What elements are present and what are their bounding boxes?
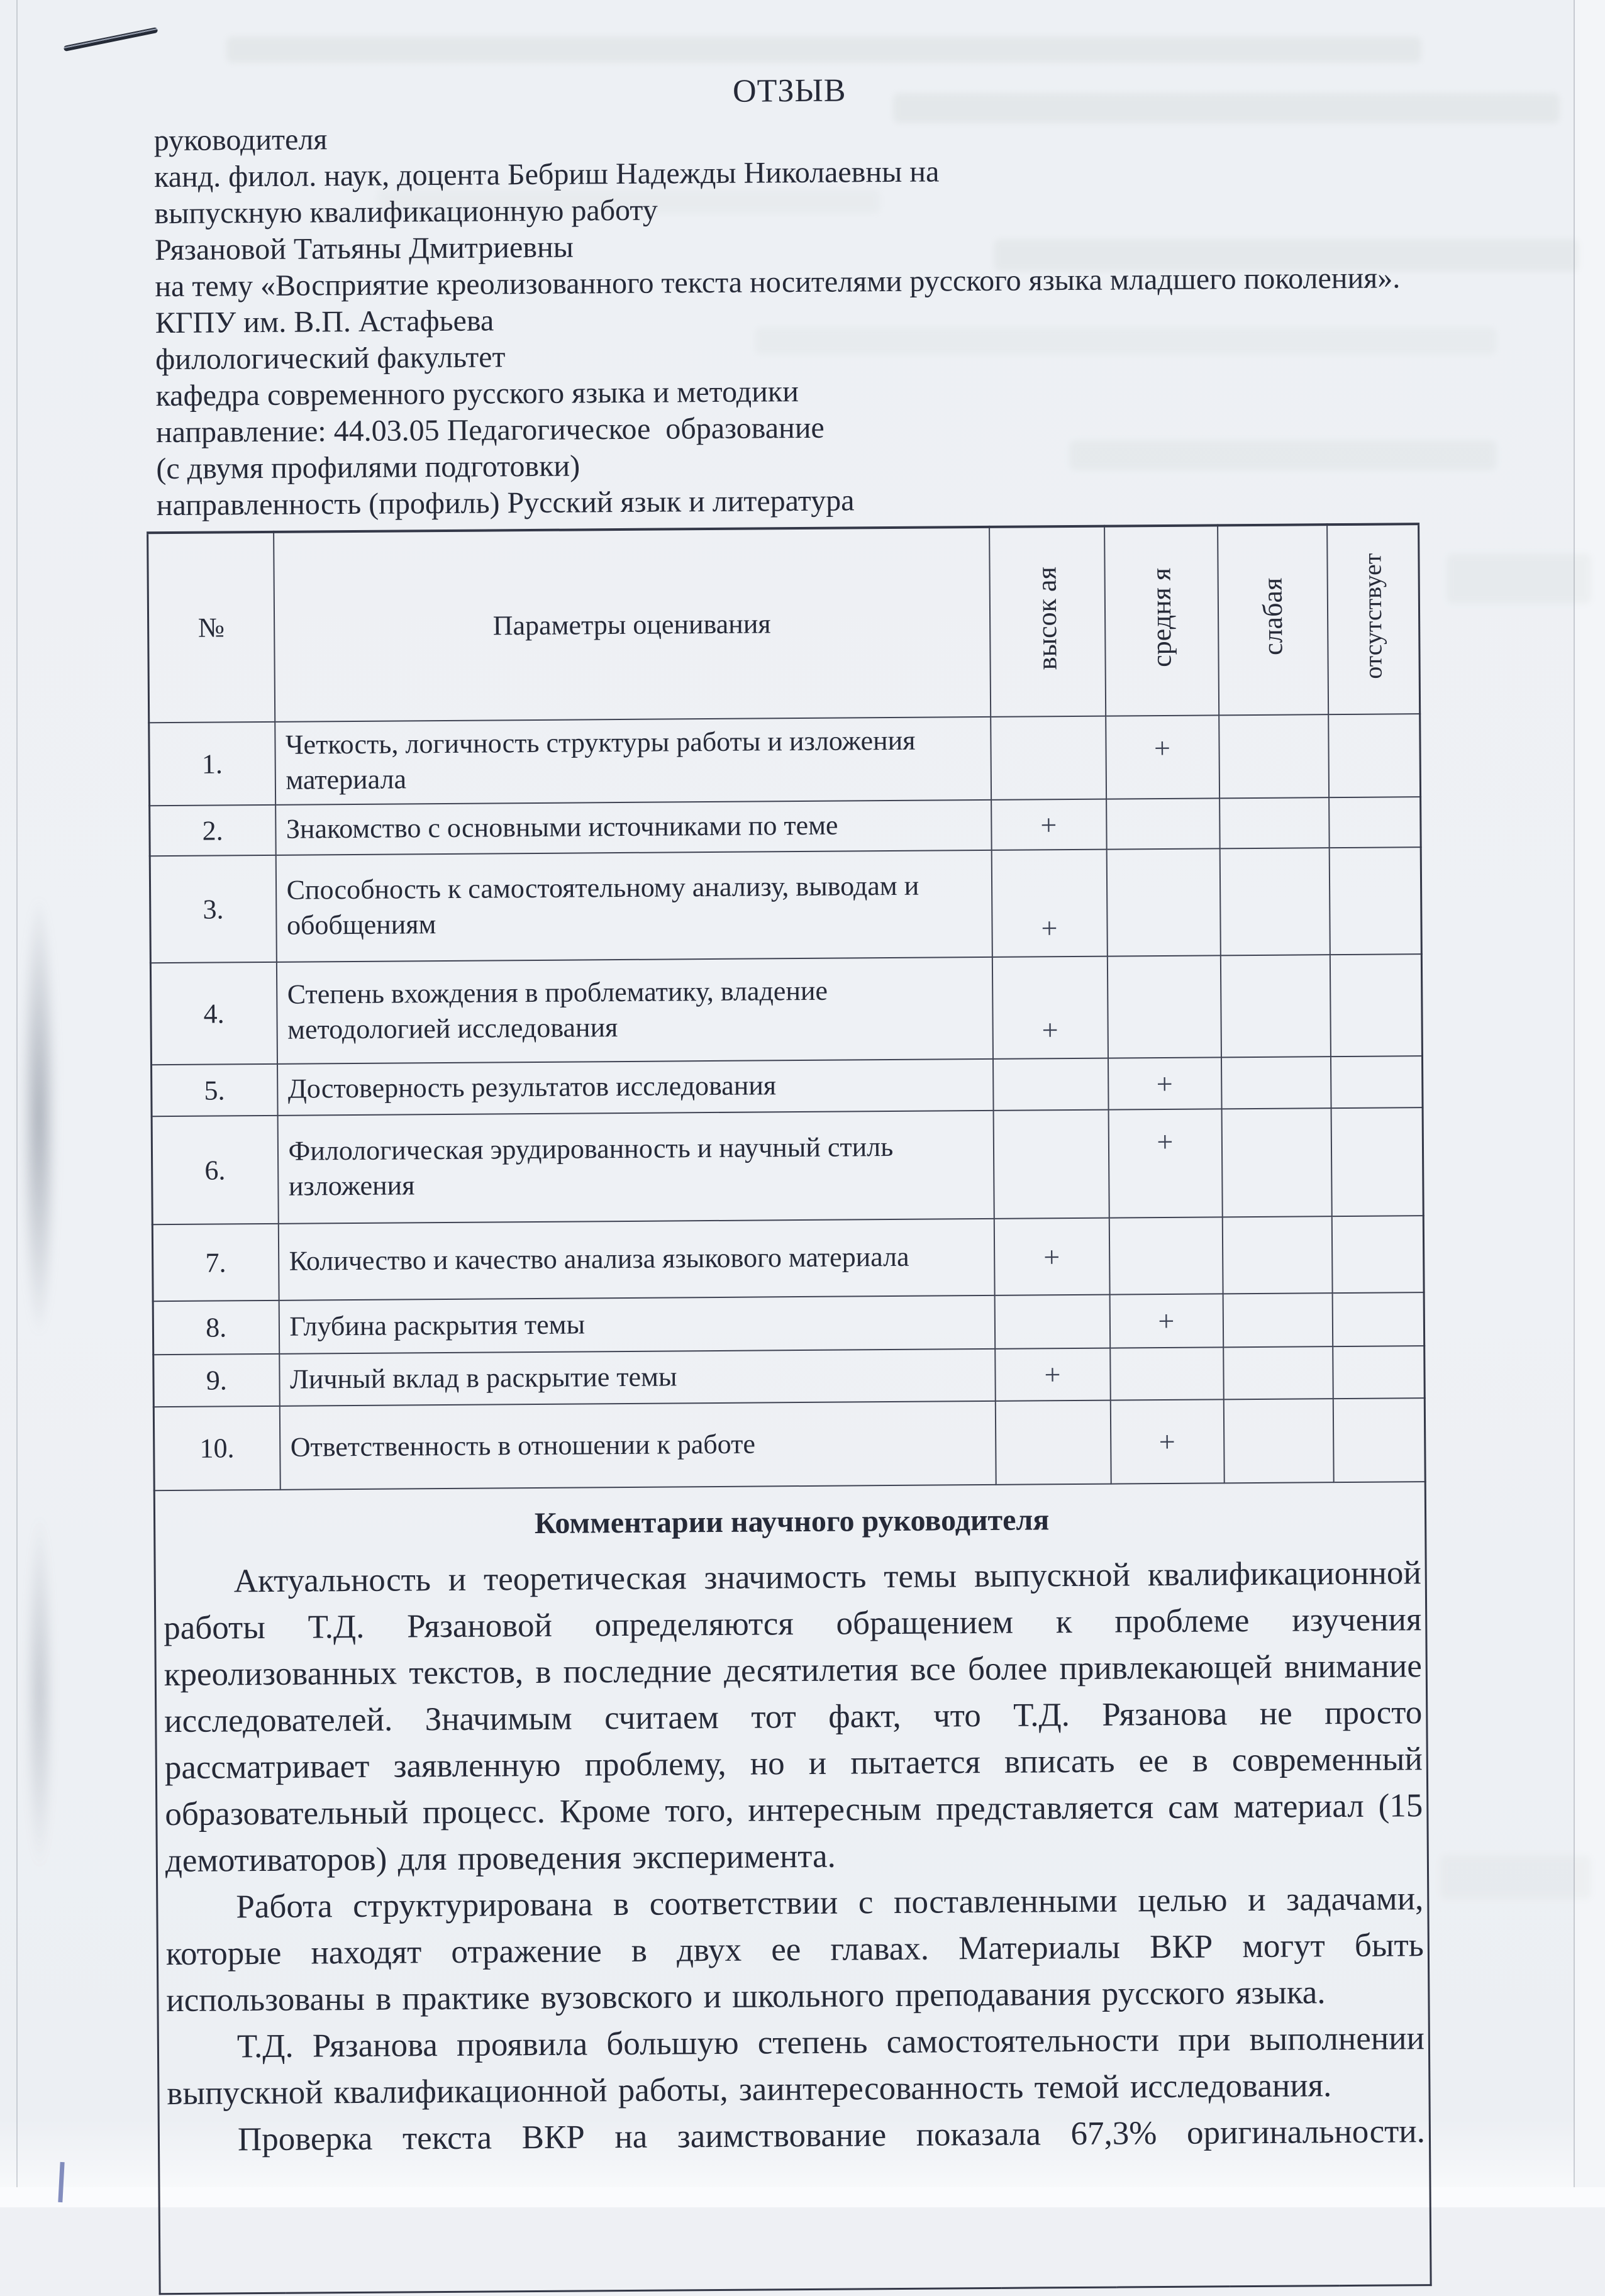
header-line: направление: 44.03.05 Педагогическое образование	[155, 411, 825, 450]
table-row	[150, 954, 1422, 1065]
mark-cell	[991, 716, 1106, 800]
row-number: 1.	[149, 722, 275, 806]
rotated-label: высок ая	[1031, 567, 1063, 670]
column-header-absent	[1327, 524, 1420, 714]
mark-cell	[1106, 848, 1220, 956]
column-header-parameters: Параметры оценивания	[274, 527, 991, 722]
row-number: 2.	[150, 805, 276, 856]
comment-paragraph: Т.Д. Рязанова проявила большую степень самостоятельности при выполнении выпускной квалификационной работы, заинтересованность темой исследования.	[167, 2020, 1425, 2112]
mark-cell	[1107, 955, 1221, 1058]
mark-cell	[1330, 954, 1422, 1056]
rotated-label: средня я	[1145, 567, 1177, 668]
comment-paragraph: Актуальность и теоретическая значимость темы выпускной квалификационной работы Т.Д. Рязановой определяются обращением к проблеме изучения креолизованных текстов, в последние десятилетия все более привлекающей внимание исследователей. Значимым считаем тот факт, что Т.Д. Рязанова не просто рассматривает заявленную проблему, но и пытается вписать ее в современный образовательный процесс. Кроме того, интересным представляется сам материал (15 демотиваторов) для проведения эксперимента.	[164, 1555, 1423, 1880]
table-row	[153, 1346, 1425, 1407]
mark-cell	[1219, 848, 1330, 955]
scan-smudge	[21, 899, 57, 1333]
table-row	[152, 1056, 1423, 1116]
mark-cell	[1223, 1346, 1333, 1399]
mark-cell: +	[991, 799, 1107, 850]
mark-cell	[995, 1400, 1111, 1485]
pen-mark	[64, 27, 158, 52]
mark-cell: +	[995, 1348, 1111, 1401]
mark-cell	[1328, 714, 1421, 797]
mark-cell	[1329, 797, 1421, 848]
mark-cell	[1110, 1347, 1224, 1400]
column-header-number: №	[148, 532, 275, 723]
header-line: кафедра современного русского языка и методики	[155, 375, 799, 413]
row-number: 10.	[153, 1406, 280, 1490]
header-line: выпускную квалификационную работу	[154, 193, 658, 231]
mark-cell: +	[994, 1218, 1109, 1295]
column-header-weak	[1218, 524, 1328, 715]
header-line: (с двумя профилями подготовки)	[156, 449, 580, 486]
table-row	[149, 714, 1421, 806]
mark-cell	[1221, 1108, 1331, 1217]
ghost-text	[226, 36, 1421, 63]
row-parameter: Четкость, логичность структуры работы и изложения материала	[275, 717, 991, 805]
mark-cell	[1106, 798, 1220, 849]
mark-cell	[1333, 1398, 1425, 1482]
row-number: 4.	[150, 962, 277, 1065]
mark-cell	[1331, 1107, 1423, 1216]
scan-smudge	[25, 1516, 54, 1868]
ghost-text	[1440, 1855, 1591, 1899]
row-parameter: Личный вклад в раскрытие темы	[279, 1349, 996, 1406]
mark-cell	[1220, 955, 1330, 1057]
mark-cell	[994, 1295, 1110, 1349]
row-number: 3.	[150, 855, 276, 963]
row-number: 9.	[153, 1354, 280, 1407]
table-row	[150, 847, 1421, 963]
mark-cell	[1223, 1399, 1333, 1483]
mark-cell	[1109, 1217, 1223, 1294]
row-parameter: Филологическая эрудированность и научный стиль изложения	[277, 1111, 994, 1224]
mark-cell: +	[1108, 1057, 1221, 1109]
mark-cell	[1222, 1216, 1332, 1294]
header-line: Рязановой Татьяны Дмитриевны	[154, 230, 574, 267]
row-parameter: Знакомство с основными источниками по теме	[275, 800, 992, 855]
comments-section	[154, 1482, 1431, 2294]
header-line: канд. филол. наук, доцента Бебриш Надежды Николаевны на	[153, 155, 940, 194]
table-row	[150, 797, 1421, 856]
header-line: на тему «Восприятие креолизованного текста носителями русского языка младшего поколения».	[155, 261, 1401, 304]
comment-paragraph: Проверка текста ВКР на заимствование показала 67,3% оригинальности.	[237, 2113, 1426, 2158]
table-header-row	[148, 524, 1420, 723]
header-line: филологический факультет	[155, 340, 506, 377]
table-row	[152, 1107, 1423, 1224]
row-parameter: Достоверность результатов исследования	[277, 1059, 994, 1116]
comments-title: Комментарии научного руководителя	[534, 1503, 1050, 1540]
rotated-label: отсутствует	[1358, 553, 1388, 679]
ghost-text	[1447, 553, 1591, 604]
mark-cell: +	[1106, 715, 1219, 799]
column-header-high	[989, 526, 1106, 717]
mark-cell: +	[1110, 1399, 1224, 1484]
header-line: КГПУ им. В.П. Астафьева	[155, 304, 494, 340]
row-parameter: Глубина раскрытия темы	[279, 1295, 995, 1354]
row-parameter: Способность к самостоятельному анализу, выводам и обобщениям	[275, 850, 992, 962]
row-parameter: Количество и качество анализа языкового материала	[278, 1219, 994, 1301]
mark-cell	[1329, 847, 1421, 955]
mark-cell	[1331, 1216, 1424, 1293]
mark-cell	[1223, 1293, 1333, 1347]
mark-cell: +	[991, 850, 1107, 957]
mark-cell: +	[1109, 1294, 1223, 1348]
row-number: 6.	[152, 1116, 278, 1224]
row-number: 7.	[152, 1224, 279, 1301]
header-line: руководителя	[153, 123, 328, 158]
mark-cell	[1219, 797, 1330, 848]
table-row	[152, 1216, 1424, 1301]
row-parameter: Ответственность в отношении к работе	[279, 1401, 996, 1490]
row-number: 5.	[152, 1064, 278, 1116]
row-number: 8.	[153, 1301, 279, 1355]
mark-cell: +	[1108, 1109, 1222, 1217]
comment-paragraph: Работа структурирована в соответствии с поставленными целью и задачами, которые находят отражение в двух ее главах. Материалы ВКР могут быть использованы в практике вузовского и школьного преподавания русского языка.	[165, 1880, 1425, 2019]
table-row	[153, 1292, 1425, 1355]
document-title: ОТЗЫВ	[732, 72, 847, 109]
mark-cell	[1332, 1292, 1425, 1346]
mark-cell	[1330, 1056, 1423, 1108]
rotated-label: слабая	[1257, 578, 1289, 656]
document-header	[153, 66, 1428, 524]
mark-cell	[1221, 1056, 1331, 1109]
mark-cell	[992, 1058, 1108, 1111]
page-left-edge	[16, 0, 18, 2207]
table-row	[153, 1398, 1425, 1490]
comments-row	[154, 1482, 1431, 2294]
mark-cell	[1333, 1346, 1425, 1399]
row-parameter: Степень вхождения в проблематику, владение методологией исследования	[276, 957, 992, 1064]
header-line: направленность (профиль) Русский язык и литература	[156, 484, 855, 523]
mark-cell	[1219, 714, 1329, 798]
evaluation-table	[147, 523, 1432, 2295]
mark-cell: +	[992, 957, 1108, 1059]
column-header-medium	[1104, 525, 1219, 716]
mark-cell	[993, 1110, 1109, 1219]
